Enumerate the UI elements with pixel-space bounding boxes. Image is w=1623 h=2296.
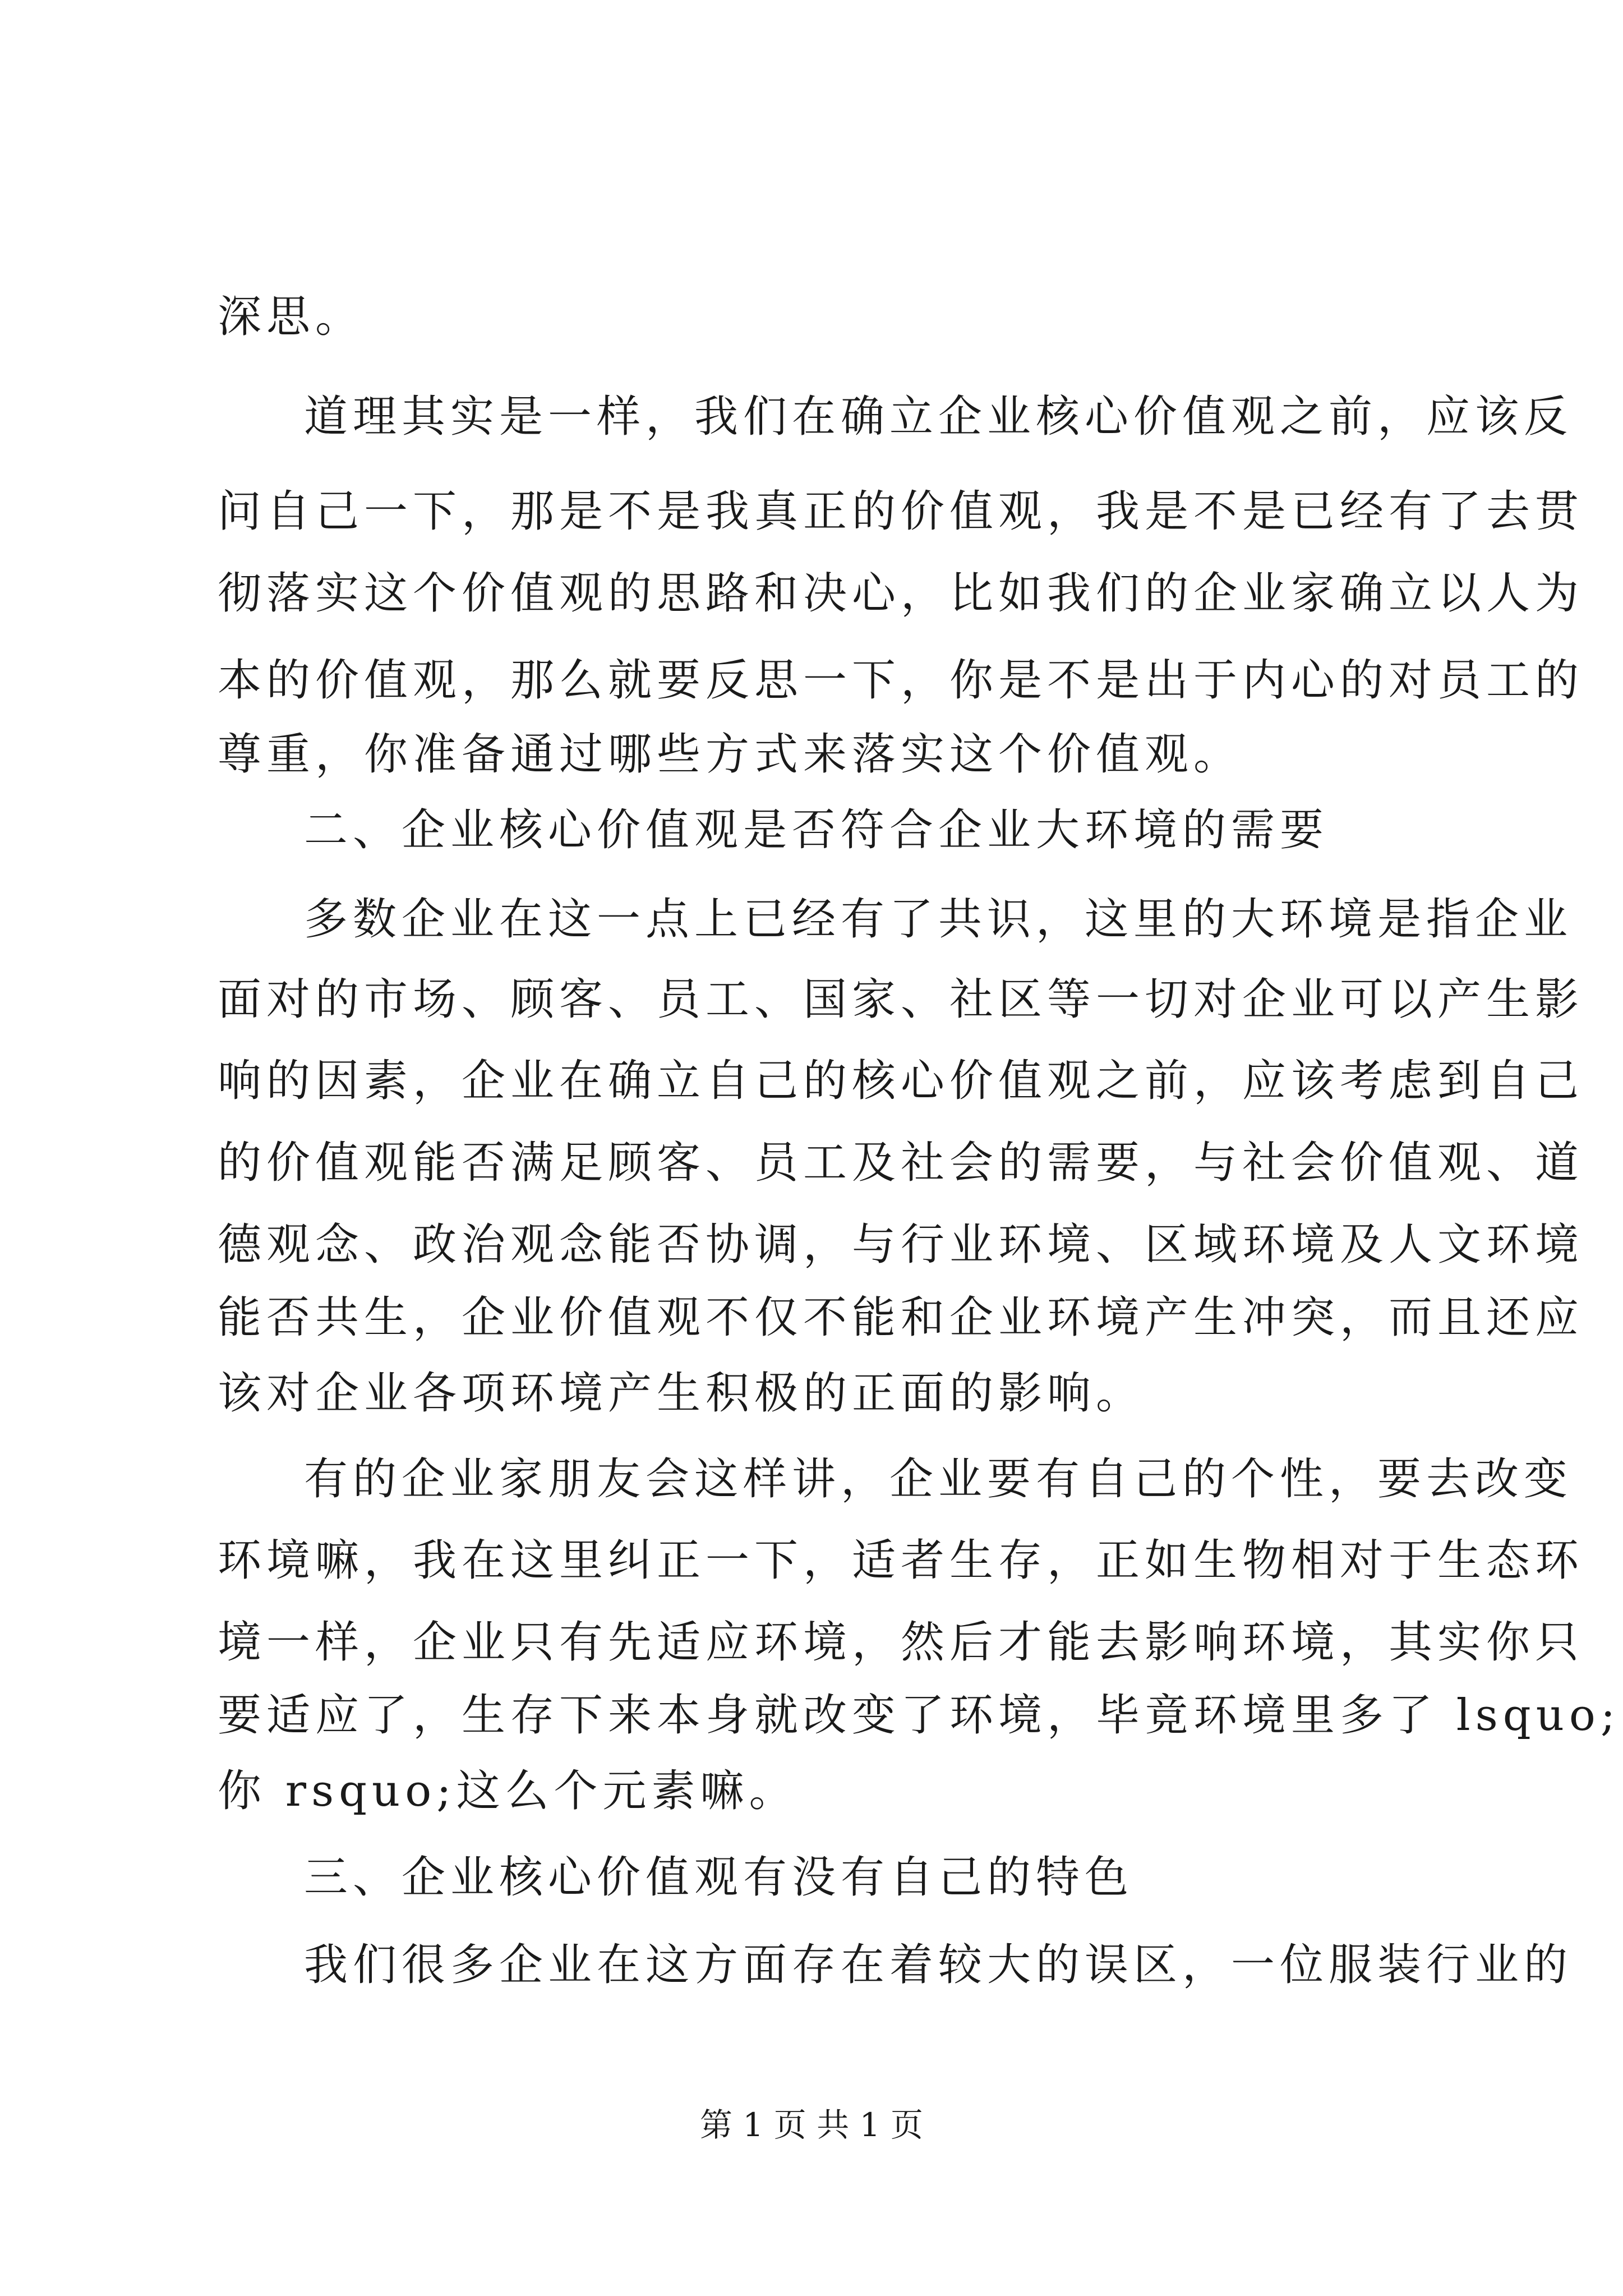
- text-line: 响的因素，企业在确立自己的核心价值观之前，应该考虑到自己: [218, 1056, 1584, 1106]
- text-line: 我们很多企业在这方面存在着较大的误区，一位服装行业的: [304, 1940, 1573, 1990]
- text-line: 深思。: [218, 292, 365, 342]
- text-line: 能否共生，企业价值观不仅不能和企业环境产生冲突，而且还应: [218, 1292, 1584, 1343]
- text-line: 要适应了，生存下来本身就改变了环境，毕竟环境里多了 lsquo;: [218, 1690, 1621, 1741]
- text-line: 环境嘛，我在这里纠正一下，适者生存，正如生物相对于生态环: [218, 1535, 1584, 1586]
- text-line: 德观念、政治观念能否协调，与行业环境、区域环境及人文环境: [218, 1220, 1584, 1270]
- section-heading: 二、企业核心价值观是否符合企业大环境的需要: [304, 805, 1329, 855]
- section-heading: 三、企业核心价值观有没有自己的特色: [304, 1852, 1134, 1903]
- text-line: 尊重，你准备通过哪些方式来落实这个价值观。: [218, 729, 1243, 780]
- page-number-footer: 第 1 页 共 1 页: [700, 2106, 923, 2144]
- text-line: 本的价值观，那么就要反思一下，你是不是出于内心的对员工的: [218, 655, 1584, 706]
- text-line: 该对企业各项环境产生积极的正面的影响。: [218, 1368, 1145, 1419]
- text-line: 面对的市场、顾客、员工、国家、社区等一切对企业可以产生影: [218, 974, 1584, 1025]
- text-line: 的价值观能否满足顾客、员工及社会的需要，与社会价值观、道: [218, 1138, 1584, 1188]
- text-line: 你 rsquo;这么个元素嘛。: [218, 1766, 798, 1816]
- text-line: 境一样，企业只有先适应环境，然后才能去影响环境，其实你只: [218, 1617, 1584, 1668]
- text-line: 多数企业在这一点上已经有了共识，这里的大环境是指企业: [304, 894, 1573, 945]
- text-line: 道理其实是一样，我们在确立企业核心价值观之前，应该反: [304, 392, 1573, 442]
- text-line: 有的企业家朋友会这样讲，企业要有自己的个性，要去改变: [304, 1454, 1573, 1504]
- text-line: 彻落实这个价值观的思路和决心，比如我们的企业家确立以人为: [218, 568, 1584, 619]
- text-line: 问自己一下，那是不是我真正的价值观，我是不是已经有了去贯: [218, 486, 1584, 537]
